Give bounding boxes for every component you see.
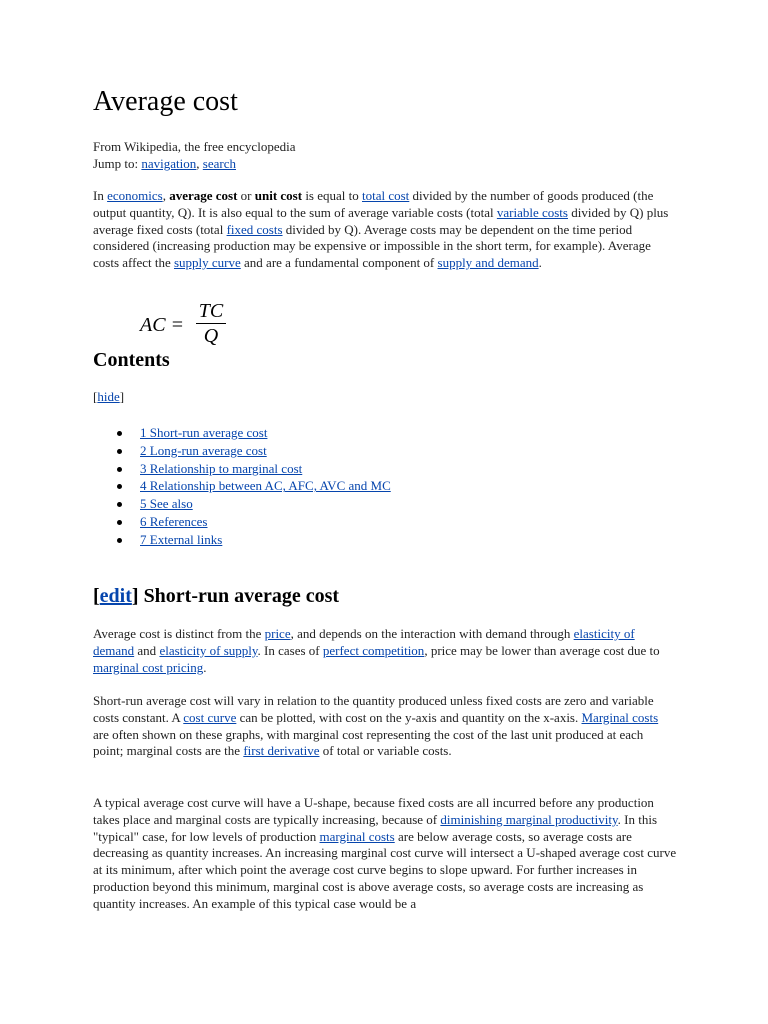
body-text: . In this "typical" case, for low levels of production xyxy=(93,811,658,844)
body-text: . xyxy=(203,659,207,675)
intro-paragraph xyxy=(93,188,671,272)
link-fixed-costs[interactable]: fixed costs xyxy=(226,221,283,237)
link-variable-costs[interactable]: variable costs xyxy=(496,204,568,220)
jump-to-row: Jump to: navigation, search xyxy=(93,156,236,171)
formula-fraction xyxy=(196,300,226,347)
jump-to-label: Jump to: xyxy=(93,156,139,171)
toc-link-external-links[interactable]: 7 External links xyxy=(140,531,223,547)
body-text: A typical average cost curve will have a U-shape, because fixed costs are all incurred before any production takes place and marginal costs are typically increasing, because of xyxy=(93,795,654,827)
intro-text: divided by Q). Average costs may be dependent on the time period considered (increasing production may be expensive or impossible in the short term, for example). Average costs affect the xyxy=(93,221,651,271)
link-diminishing-marginal-productivity[interactable]: diminishing marginal productivity xyxy=(440,811,618,827)
intro-text: In xyxy=(93,188,108,203)
term-unit-cost: unit cost xyxy=(254,188,303,203)
paragraph-u-shape xyxy=(93,795,678,913)
link-marginal-costs[interactable]: Marginal costs xyxy=(581,709,659,725)
link-marginal-cost-pricing[interactable]: marginal cost pricing xyxy=(93,659,204,675)
link-cost-curve[interactable]: cost curve xyxy=(183,709,237,725)
link-supply-curve[interactable]: supply curve xyxy=(173,255,241,271)
link-elasticity-of-demand[interactable]: elasticity of demand xyxy=(93,626,635,658)
paragraph-price xyxy=(93,626,671,676)
toc-list xyxy=(93,424,391,549)
body-text: . In cases of xyxy=(257,642,323,658)
formula-lhs: AC = xyxy=(140,314,185,336)
intro-text: divided by Q) plus average fixed costs (total xyxy=(93,204,669,237)
link-supply-and-demand[interactable]: supply and demand xyxy=(437,255,539,271)
intro-text: or xyxy=(237,188,255,203)
page-title: Average cost xyxy=(93,86,238,117)
intro-text: , xyxy=(162,188,170,203)
formula-numerator: TC xyxy=(198,300,224,322)
intro-text: divided by the number of goods produced (the output quantity, Q). It is also equal to the sum of average variable costs (total xyxy=(93,188,654,220)
formula-denominator: Q xyxy=(203,325,219,347)
body-text: are often shown on these graphs, with marginal cost representing the cost of the last unit produced at each point; marginal costs are the xyxy=(93,726,644,759)
bracket-open: [ xyxy=(93,585,100,607)
toc-link-long-run[interactable]: 2 Long-run average cost xyxy=(140,442,267,458)
body-text: of total or variable costs. xyxy=(319,743,452,759)
body-text: Average cost is distinct from the xyxy=(93,626,265,641)
toc-title: Contents xyxy=(93,349,170,371)
link-marginal-costs-2[interactable]: marginal costs xyxy=(319,828,395,844)
term-average-cost: average cost xyxy=(169,188,238,203)
toc-item xyxy=(93,460,391,478)
bracket-close: ] xyxy=(119,389,125,404)
link-elasticity-of-supply[interactable]: elasticity of supply xyxy=(159,642,258,658)
link-economics[interactable]: economics xyxy=(107,188,163,203)
toc-link-references[interactable]: 6 References xyxy=(140,513,208,529)
toc-item xyxy=(93,442,391,460)
body-text: are below average costs, so average costs are decreasing as quantity increases. An increasing marginal cost curve will intersect a U-shaped average cost curve at its minimum, after which point the average cost curve begins to slope upward. For further increases in production beyond this minimum, marginal cost is above average costs, so average costs are increasing as quantity increases. An example of this typical case would be a xyxy=(93,828,677,911)
section-edit-link[interactable]: edit xyxy=(99,585,132,607)
body-text: and xyxy=(134,642,160,658)
toc-item xyxy=(93,477,391,495)
toc-link-relationship[interactable]: 4 Relationship between AC, AFC, AVC and MC xyxy=(140,478,391,494)
bracket-close: ] xyxy=(131,585,139,607)
body-text: can be plotted, with cost on the y-axis and quantity on the x-axis. xyxy=(236,709,582,725)
toc-hide-toggle xyxy=(93,389,124,405)
toc-link-short-run[interactable]: 1 Short-run average cost xyxy=(140,425,268,440)
fraction-bar xyxy=(196,323,226,324)
bracket-open: [ xyxy=(93,389,98,404)
section-heading-short-run xyxy=(93,585,339,608)
body-text: Short-run average cost will vary in relation to the quantity produced unless fixed costs are zero and variable costs constant. A xyxy=(93,693,654,725)
toc-link-see-also[interactable]: 5 See also xyxy=(140,496,193,512)
link-price[interactable]: price xyxy=(264,626,291,641)
link-perfect-competition[interactable]: perfect competition xyxy=(322,642,425,658)
intro-text: and are a fundamental component of xyxy=(240,255,438,271)
intro-text: . xyxy=(538,255,542,271)
intro-text: is equal to xyxy=(302,188,362,203)
article-meta xyxy=(93,138,295,172)
toc-item xyxy=(93,513,391,531)
toc-hide-link[interactable]: hide xyxy=(97,389,120,404)
toc-link-marginal-cost[interactable]: 3 Relationship to marginal cost xyxy=(140,460,303,476)
jump-navigation-link[interactable]: navigation xyxy=(141,156,197,171)
paragraph-short-run xyxy=(93,693,671,760)
toc-item xyxy=(93,424,391,442)
tagline: From Wikipedia, the free encyclopedia xyxy=(93,139,296,154)
body-text: , price may be lower than average cost due to xyxy=(424,642,660,658)
toc-item xyxy=(93,495,391,513)
body-text: , and depends on the interaction with demand through xyxy=(290,626,574,641)
link-first-derivative[interactable]: first derivative xyxy=(243,743,320,759)
jump-search-link[interactable]: search xyxy=(202,156,236,171)
toc-item xyxy=(93,531,391,549)
link-total-cost[interactable]: total cost xyxy=(362,188,410,203)
section-title: Short-run average cost xyxy=(138,585,340,607)
